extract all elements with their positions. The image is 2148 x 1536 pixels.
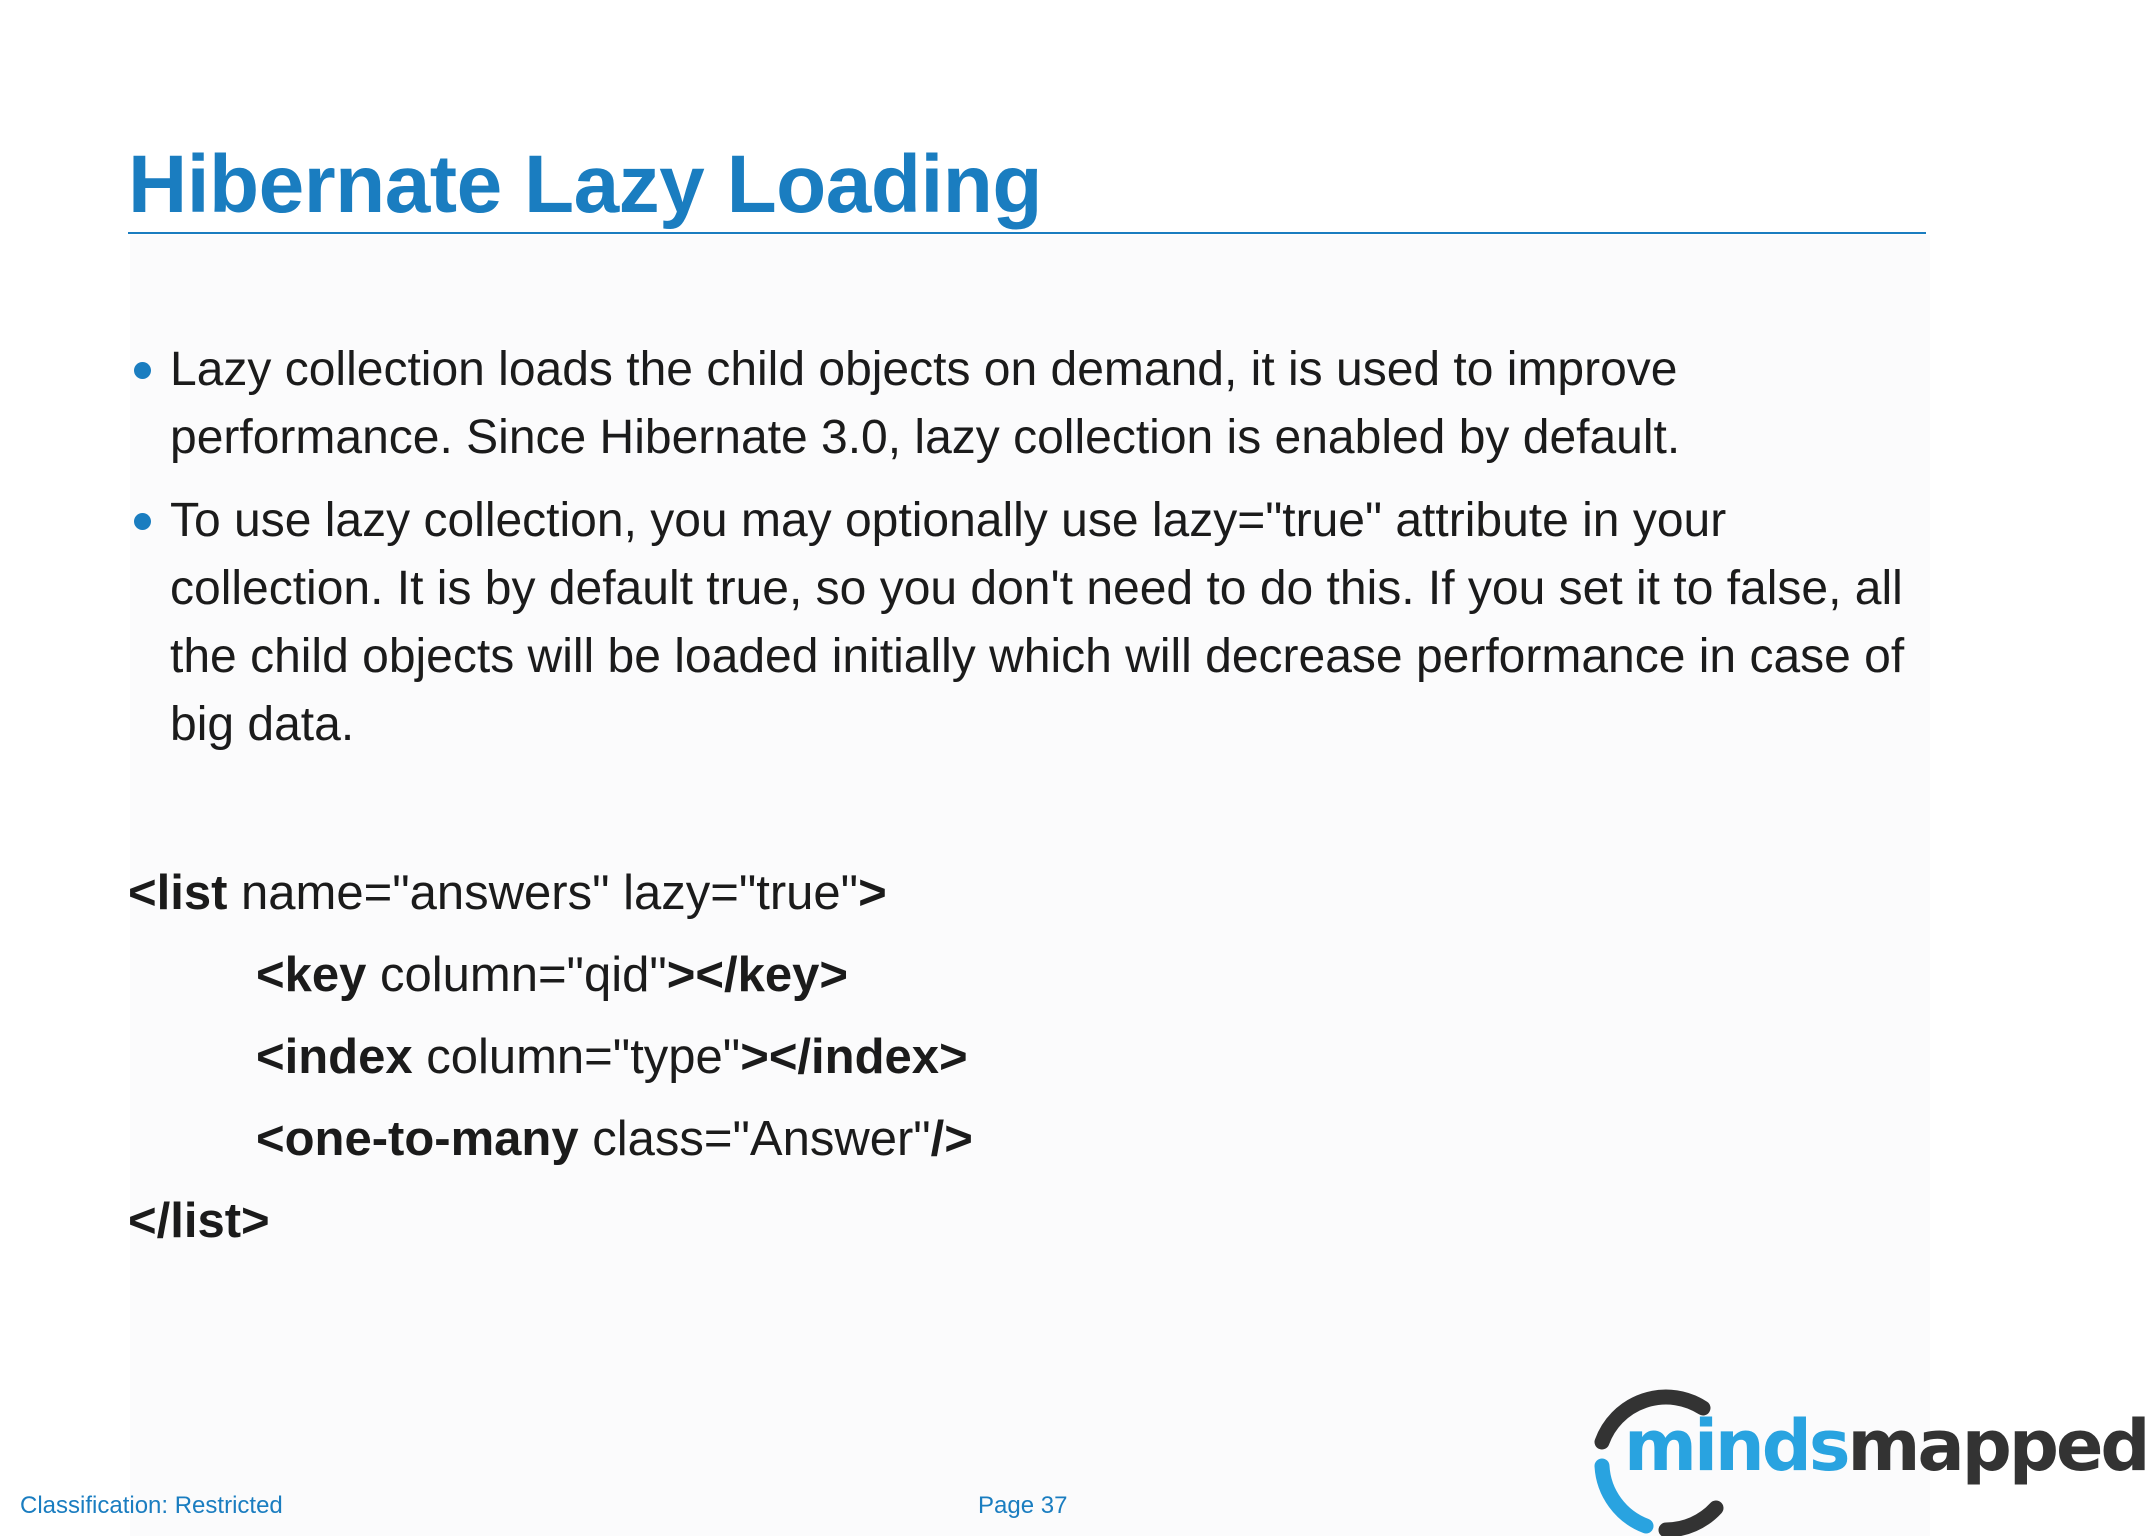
code-tag-close: ></key>: [666, 948, 848, 1002]
bullet-text: To use lazy collection, you may optionally use lazy="true" attribute in your collection. It is by default true, so you don't need to do this. If you set it to false, all the child objects will be loaded initially which will decrease performance in case of big data.: [170, 494, 1905, 751]
code-tag: <list: [128, 866, 228, 920]
bullet-item: [128, 487, 1918, 759]
code-tag: <key: [256, 948, 367, 1002]
footer-classification: Classification: Restricted: [20, 1492, 283, 1519]
mindsmapped-logo: [1588, 1384, 2148, 1536]
slide-title: Hibernate Lazy Loading: [128, 139, 1042, 230]
code-attrs: column="type": [412, 1030, 741, 1084]
code-line-list-close: [128, 1180, 973, 1262]
code-tag: <index: [256, 1030, 413, 1084]
code-tag-close: >: [858, 866, 887, 920]
bullet-item: [128, 336, 1918, 472]
code-attrs: class="Answer": [578, 1112, 931, 1166]
footer-page-number: Page 37: [978, 1492, 1068, 1519]
code-line-index: [128, 1016, 973, 1098]
code-sample: [128, 852, 973, 1262]
bullet-text: Lazy collection loads the child objects on demand, it is used to improve performance. Since Hibernate 3.0, lazy collection is enabled by default.: [170, 343, 1681, 464]
title-underline: [128, 232, 1926, 234]
bullet-dot-icon: [134, 362, 151, 379]
code-attrs: name="answers" lazy="true": [227, 866, 859, 920]
code-line-one-to-many: [128, 1098, 973, 1180]
logo-wordmark: [1624, 1406, 2148, 1486]
code-tag-close: />: [930, 1112, 973, 1166]
code-line-list-open: [128, 852, 973, 934]
bullet-list: [128, 336, 1918, 774]
code-tag-close: ></index>: [740, 1030, 968, 1084]
code-tag: <one-to-many: [256, 1112, 579, 1166]
logo-word-minds: minds: [1624, 1405, 1848, 1487]
code-tag: </list>: [128, 1194, 270, 1248]
code-attrs: column="qid": [366, 948, 667, 1002]
code-line-key: [128, 934, 973, 1016]
logo-word-mapped: mapped: [1847, 1405, 2148, 1487]
bullet-dot-icon: [134, 513, 151, 530]
